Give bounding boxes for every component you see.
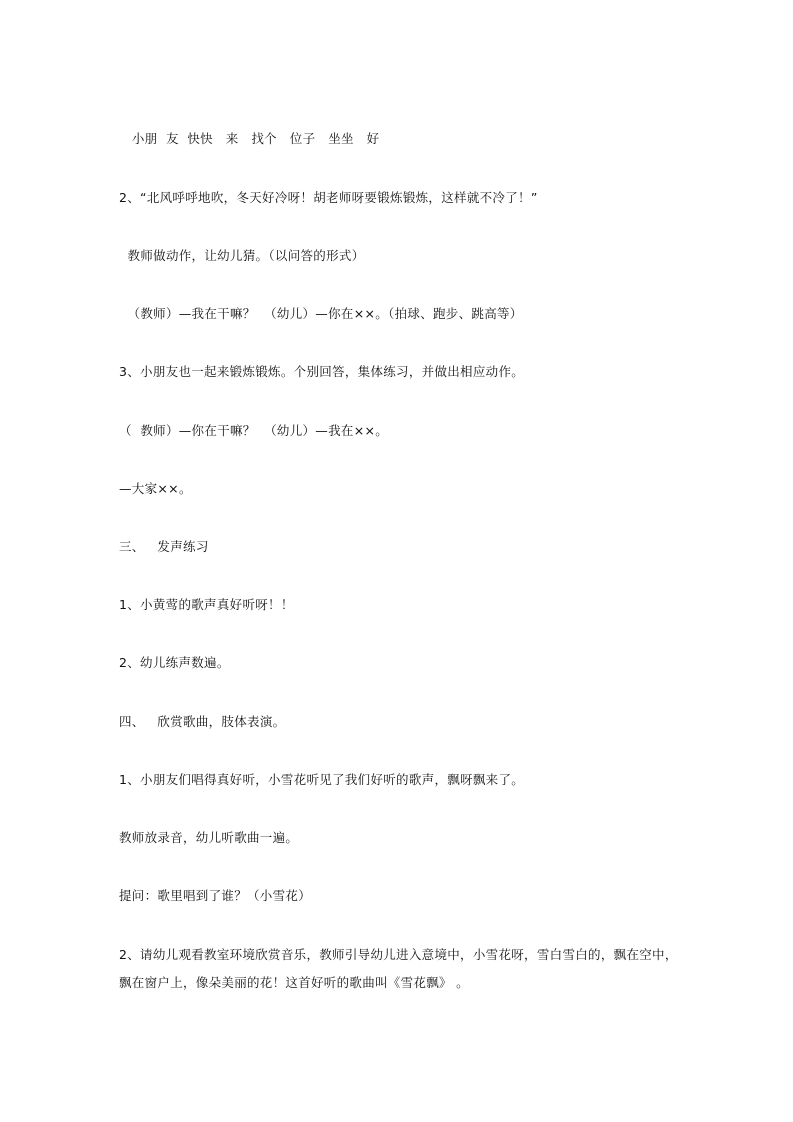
text-line-exercise: 3、小朋友也一起来锻炼锻炼。个别回答，集体练习，并做出相应动作。 xyxy=(119,364,525,379)
text-line-play-recording: 教师放录音，幼儿听歌曲一遍。 xyxy=(119,830,299,845)
text-line-oriole: 1、小黄莺的歌声真好听呀！！ xyxy=(119,597,294,612)
section-heading-appreciation: 四、 欣赏歌曲，肢体表演。 xyxy=(119,714,286,729)
text-line-question-who: 提问：歌里唱到了谁？（小雪花） xyxy=(119,888,312,903)
text-line-question-answer-1: （教师）—我在干嘛？ （幼儿）—你在××。（拍球、跑步、跳高等） xyxy=(119,306,523,321)
text-line-seating: 小朋 友 快快 来 找个 位子 坐坐 好 xyxy=(119,131,380,146)
text-line-everyone: —大家××。 xyxy=(119,481,192,496)
section-heading-vocal-practice: 三、 发声练习 xyxy=(119,539,209,554)
text-paragraph-classroom-music: 2、请幼儿观看教室环境欣赏音乐，教师引导幼儿进入意境中，小雪花呀，雪白雪白的，飘在空中，飘在窗户上，像朵美丽的花！这首好听的歌曲叫《雪花飘》 。 xyxy=(119,947,678,990)
text-line-vocal-repeat: 2、幼儿练声数遍。 xyxy=(119,655,230,670)
text-line-north-wind: 2、“北风呼呼地吹，冬天好冷呀！胡老师呀要锻炼锻炼，这样就不冷了！” xyxy=(119,190,538,205)
text-line-snowflake-arrives: 1、小朋友们唱得真好听，小雪花听见了我们好听的歌声，飘呀飘来了。 xyxy=(119,772,525,787)
text-line-question-answer-2: （ 教师）—你在干嘛？ （幼儿）—我在××。 xyxy=(119,423,389,438)
text-line-teacher-action: 教师做动作，让幼儿猜。（以问答的形式） xyxy=(119,248,365,263)
